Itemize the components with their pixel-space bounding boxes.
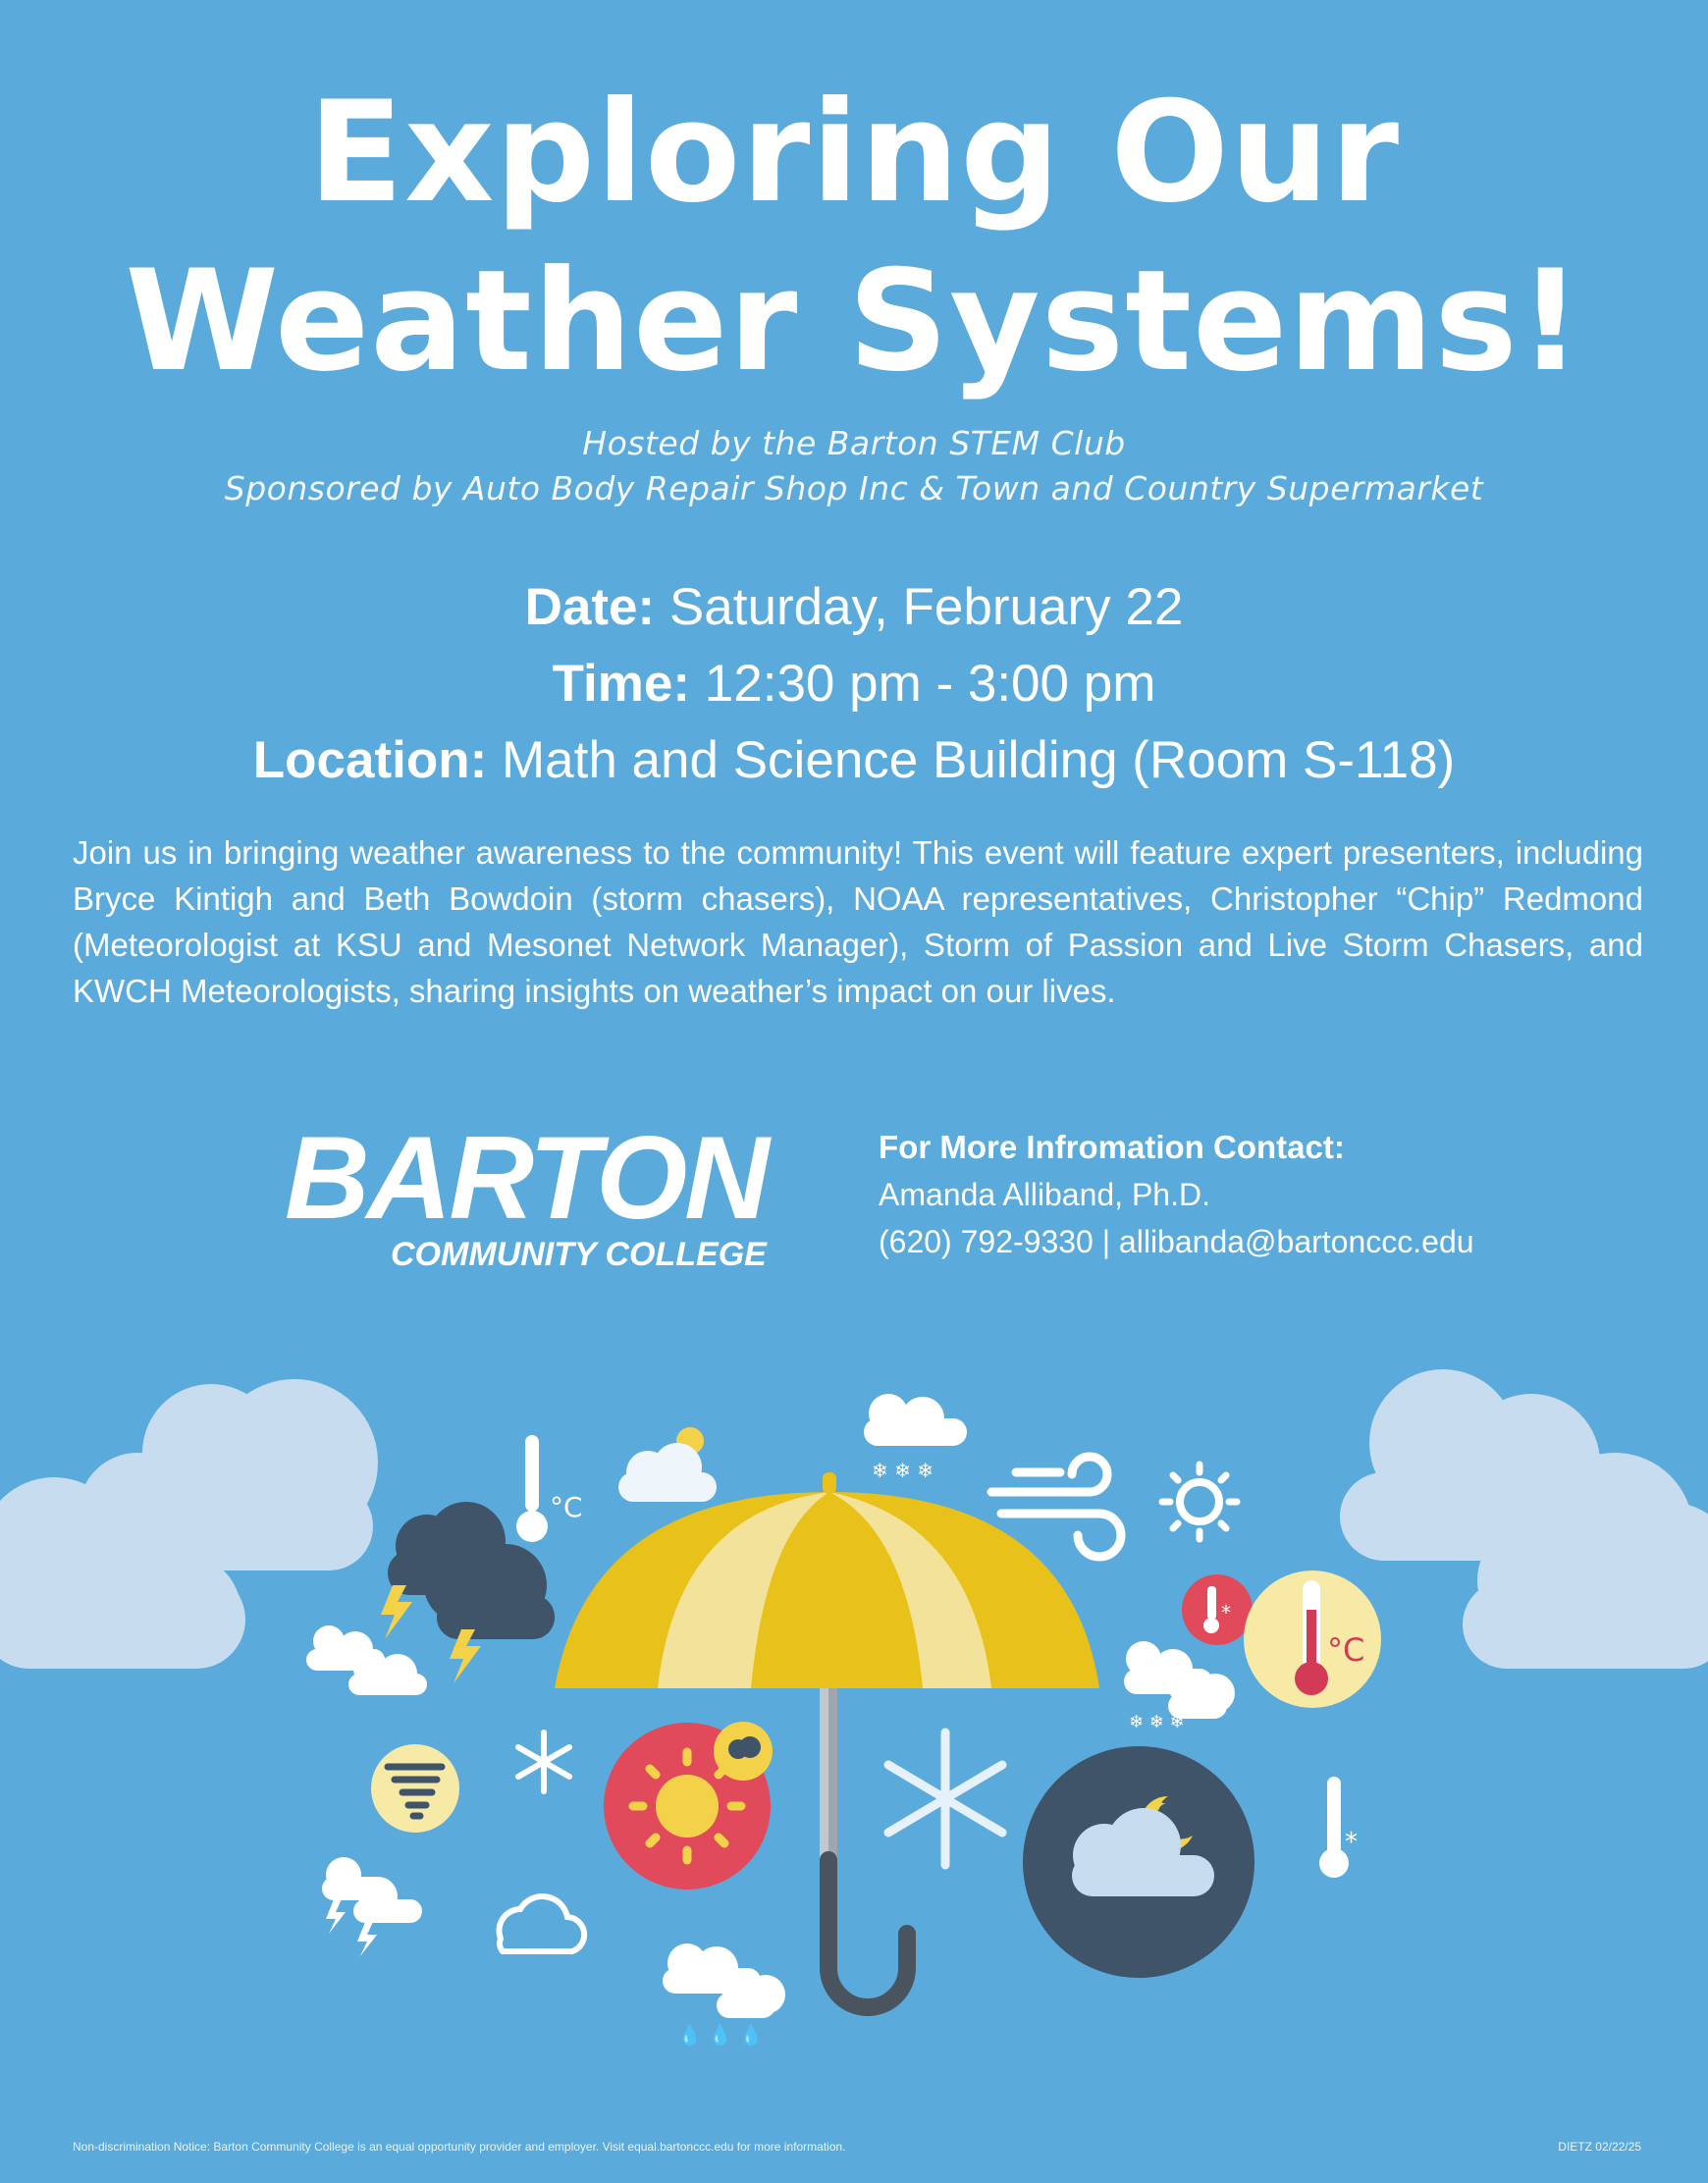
title-line-1: Exploring Our [307,72,1401,234]
event-title [0,69,1708,406]
thermometer-icon [516,1435,583,1542]
svg-text:✦: ✦ [1150,1792,1167,1816]
cloud-outline-icon [499,1896,584,1951]
snow-cloud-right-icon [1124,1641,1235,1732]
svg-text:❄ ❄ ❄: ❄ ❄ ❄ [1129,1712,1185,1732]
sun-icon [1162,1464,1237,1539]
svg-text:❄ ❄ ❄: ❄ ❄ ❄ [872,1459,934,1482]
umbrella-icon [555,1472,1099,2007]
partly-cloudy-icon [618,1427,717,1502]
logo-subtitle: COMMUNITY COLLEGE [391,1236,767,1273]
weather-illustration [0,1355,1708,2120]
snow-cloud-icon [864,1394,967,1482]
location-line [0,722,1708,799]
time-line [0,646,1708,722]
large-cloud-right-icon [1340,1369,1708,1669]
hot-thermometer-icon [1244,1571,1381,1708]
large-cloud-left-icon [0,1379,378,1669]
barton-logo [285,1112,767,1273]
thermometer-unit: °C [550,1491,583,1523]
event-details [0,569,1708,799]
svg-text:💧 💧 💧: 💧 💧 💧 [677,2023,764,2047]
time-value: 12:30 pm - 3:00 pm [690,655,1156,713]
logo-name: BARTON [285,1112,767,1244]
contact-block [879,1124,1474,1265]
thermometer-cold-icon [1319,1777,1358,1878]
location-label: Location: [252,731,488,789]
large-snowflake-icon [888,1732,1002,1865]
title-line-2: Weather Systems! [125,240,1583,402]
nondiscrimination-notice: Non-discrimination Notice: Barton Community College is an equal opportunity provider and employer. Visit equal.bartonccc.edu for more information. [73,2140,846,2154]
night-cloud-icon [1023,1746,1254,1978]
thunderstorm-icon [322,1857,422,1956]
sponsored-by: Sponsored by Auto Body Repair Shop Inc & Town and Country Supermarket [224,469,1484,507]
document-code: DIETZ 02/22/25 [1558,2140,1641,2154]
hosted-by: Hosted by the Barton STEM Club [582,424,1126,462]
time-label: Time: [552,655,691,713]
rain-cloud-icon [663,1943,785,2047]
date-label: Date: [524,578,656,636]
tornado-icon [371,1744,459,1833]
small-cloud-icon [306,1625,427,1695]
thermometer-unit-2: °C [1327,1631,1365,1669]
svg-text:*: * [1345,1828,1358,1857]
intro-paragraph: Join us in bringing weather awareness to the community! This event will feature expert presenters, including Bryce Kintigh and Beth Bowdoin (storm chasers), NOAA representatives, Christopher “Chip” Redmond (Meteorologist at KSU and Mesonet Network Manager), Storm of Passion and Live Storm Chasers, and KWCH Meteorologists, sharing insights on weather’s impact on our lives. [73,834,1643,1009]
sunny-icon [604,1722,773,1890]
contact-heading: For More Infromation Contact: [879,1129,1345,1165]
date-line [0,569,1708,646]
contact-name: Amanda Alliband, Ph.D. [879,1177,1210,1212]
svg-text:*: * [1221,1601,1231,1624]
snowflake-icon [518,1732,569,1791]
date-value: Saturday, February 22 [655,578,1184,636]
cold-thermometer-icon [1182,1574,1253,1645]
location-value: Math and Science Building (Room S-118) [487,731,1456,789]
contact-phone-email: (620) 792-9330 | allibanda@bartonccc.edu [879,1224,1474,1259]
